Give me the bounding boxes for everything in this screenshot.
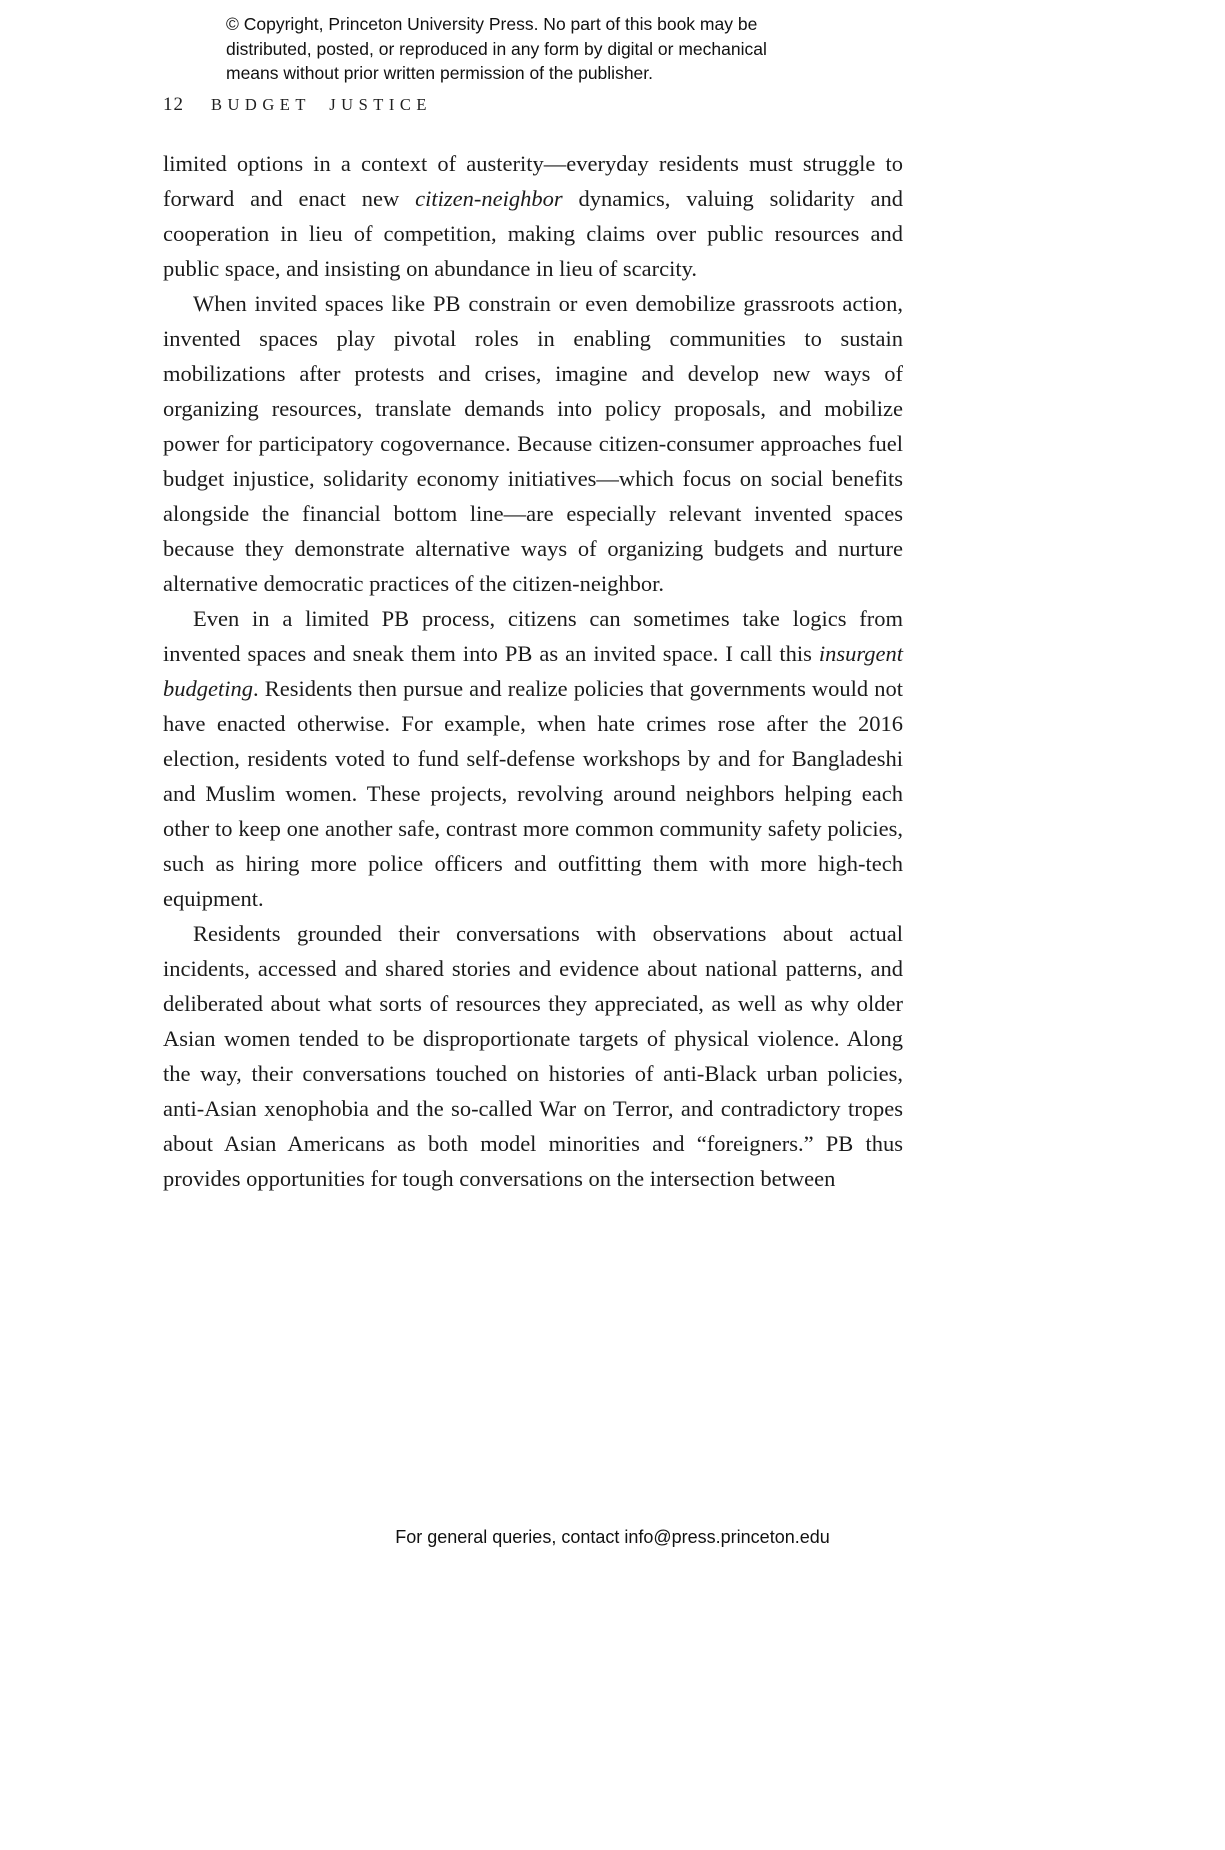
running-header — [163, 94, 432, 116]
text-run: limited options in a context of austerity—everyday residents must struggle to forward and enact new — [163, 151, 903, 211]
copyright-line-2: distributed, posted, or reproduced in any form by digital or mechanical — [226, 38, 767, 59]
paragraph-2 — [163, 286, 903, 601]
text-run: Even in a limited PB process, citizens can sometimes take logics from invented spaces and sneak them into PB as an invited space. I call this — [163, 606, 903, 666]
text-run: Residents grounded their conversations with observations about actual incidents, accessed and shared stories and evidence about national patterns, and deliberated about what sorts of resources they appreciated, as well as why older Asian women tended to be disproportionate targets of physical violence. Along the way, their conversations touched on histories of anti-Black urban policies, anti-Asian xenophobia and the so-called War on Terror, and contradictory tropes about Asian Americans as both model minorities and “foreigners.” PB thus provides opportunities for tough conversations on the intersection between — [163, 921, 903, 1191]
text-run: dynamics, valuing solidarity and cooperation in lieu of competition, making claims over public resources and public space, and insisting on abundance in lieu of scarcity. — [163, 186, 903, 281]
text-run: . Residents then pursue and realize policies that governments would not have enacted otherwise. For example, when hate crimes rose after the 2016 election, residents voted to fund self-defense workshops by and for Bangladeshi and Muslim women. These projects, revolving around neighbors helping each other to keep one another safe, contrast more common community safety policies, such as hiring more police officers and outfitting them with more high-tech equipment. — [163, 676, 903, 911]
paragraph-1 — [163, 146, 903, 286]
paragraph-4 — [163, 916, 903, 1196]
body-text — [163, 146, 903, 1196]
text-run: When invited spaces like PB constrain or even demobilize grassroots action, invented spaces play pivotal roles in enabling communities to sustain mobilizations after protests and crises, imagine and develop new ways of organizing resources, translate demands into policy proposals, and mobilize power for participatory cogovernance. Because citizen-consumer approaches fuel budget injustice, solidarity economy initiatives—which focus on social benefits alongside the financial bottom line—are especially relevant invented spaces because they demonstrate alternative ways of organizing budgets and nurture alternative democratic practices of the citizen-neighbor. — [163, 291, 903, 596]
text-run-italic: citizen-neighbor — [415, 186, 563, 211]
text-run-italic: insurgent budgeting — [163, 641, 903, 701]
copyright-line-3: means without prior written permission of the publisher. — [226, 63, 654, 83]
running-header-title: BUDGET JUSTICE — [211, 95, 432, 114]
footer-query-line: For general queries, contact info@press.princeton.edu — [395, 1527, 830, 1547]
page-number: 12 — [163, 94, 184, 115]
paragraph-3 — [163, 601, 903, 916]
copyright-notice — [226, 12, 767, 86]
copyright-line-1: © Copyright, Princeton University Press. No part of this book may be — [226, 14, 758, 34]
